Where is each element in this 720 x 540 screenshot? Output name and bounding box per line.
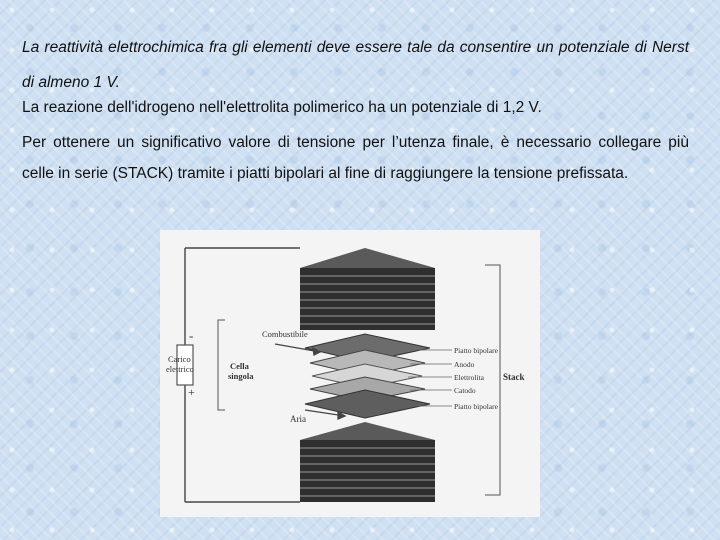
minus-sign: - (189, 328, 194, 343)
stack-bracket (485, 265, 500, 495)
label-aria: Aria (290, 414, 306, 424)
lower-stack-block (300, 422, 435, 502)
label-cella: Cella (230, 361, 249, 371)
label-carico: Carico (168, 354, 191, 364)
label-piatto-bipolare-bottom: Piatto bipolare (454, 402, 498, 411)
cell-bracket (218, 320, 225, 410)
label-piatto-bipolare-top: Piatto bipolare (454, 346, 498, 355)
stack-diagram (160, 230, 540, 517)
plus-sign: + (188, 385, 195, 399)
label-elettrico: elettrico (166, 364, 194, 374)
label-combustibile: Combustibile (262, 329, 308, 339)
label-stack: Stack (503, 372, 525, 382)
upper-stack-block (300, 248, 435, 330)
label-catodo: Catodo (454, 386, 476, 395)
label-singola: singola (228, 371, 254, 381)
fuel-cell-stack-figure (160, 230, 540, 517)
paragraph-hydrogen-potential: La reazione dell'idrogeno nell'elettrolita polimerico ha un potenziale di 1,2 V. (22, 99, 542, 116)
paragraph-nernst: La reattività elettrochimica fra gli elementi deve essere tale da consentire un potenziale di Nerst di almeno 1 V. (22, 39, 689, 91)
paragraph-stack: Per ottenere un significativo valore di tensione per l’utenza finale, è necessario collegare più celle in serie (STACK) tramite i piatti bipolari al fine di raggiungere la tensione prefissata. (22, 134, 689, 182)
label-anodo: Anodo (454, 360, 475, 369)
exploded-cell-layers (305, 334, 430, 418)
label-elettrolita: Elettrolita (454, 373, 484, 382)
